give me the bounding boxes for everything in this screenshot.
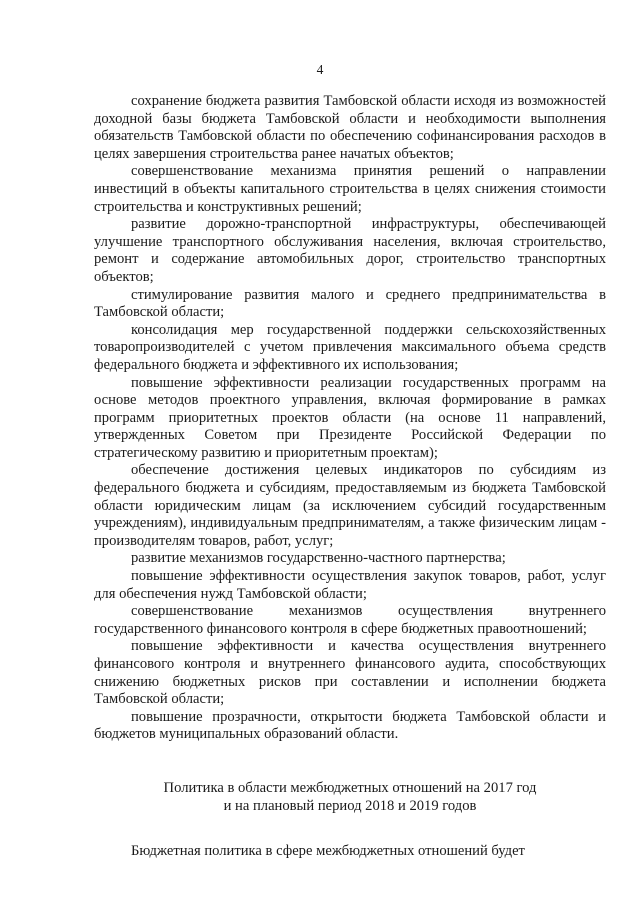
paragraph: повышение эффективности реализации государственных программ на основе методов проектного управления, включая формирование в рамках программ приоритетных проектов области (на основе 11 направлений, утвержденных Советом при Президенте Российской Федерации по стратегическому развитию и приоритетным проектам); [94,374,606,461]
paragraph: совершенствование механизма принятия решений о направлении инвестиций в объекты капитального строительства в целях снижения стоимости строительства и конструктивных решений; [94,163,606,215]
closing-paragraph: Бюджетная политика в сфере межбюджетных отношений будет [131,842,525,859]
section-heading-line-2: и на плановый период 2018 и 2019 годов [223,797,477,814]
paragraph: повышение эффективности осуществления закупок товаров, работ, услуг для обеспечения нужд Тамбовской области; [94,568,606,602]
section-heading [94,779,606,815]
paragraph: консолидация мер государственной поддержки сельскохозяйственных товаропроизводителей с учетом привлечения максимального объема средств федерального бюджета и эффективного их использования; [94,321,606,373]
paragraph: совершенствование механизмов осуществления внутреннего государственного финансового контроля в сфере бюджетных правоотношений; [94,603,606,637]
page-number: 4 [316,62,324,77]
paragraph: развитие дорожно-транспортной инфраструктуры, обеспечивающей улучшение транспортного обслуживания населения, включая строительство, ремонт и содержание автомобильных дорог, строительство транспортных объектов; [94,216,606,285]
paragraph: стимулирование развития малого и среднего предпринимательства в Тамбовской области; [94,286,606,321]
paragraph: сохранение бюджета развития Тамбовской области исходя из возможностей доходной базы бюджета Тамбовской области и необходимости выполнения обязательств Тамбовской области по обеспечению софинансирования расходов в целях завершения строительства ранее начатых объектов; [94,93,606,162]
paragraph: обеспечение достижения целевых индикаторов по субсидиям из федерального бюджета и субсидиям, предоставляемым из бюджета Тамбовской области юридическим лицам (за исключением субсидий государственным учреждениям), индивидуальным предпринимателям, а также физическим лицам - производителям товаров, работ, услуг; [94,462,606,549]
document-body [94,93,606,861]
paragraph: повышение прозрачности, открытости бюджета Тамбовской области и бюджетов муниципальных образований области. [94,708,606,743]
paragraph: развитие механизмов государственно-частного партнерства; [131,550,506,567]
paragraph: повышение эффективности и качества осуществления внутреннего финансового контроля и внутреннего финансового аудита, способствующих снижению бюджетных рисков при составлении и исполнении бюджета Тамбовской области; [94,638,606,708]
section-heading-line-1: Политика в области межбюджетных отношений на 2017 год [163,779,537,796]
